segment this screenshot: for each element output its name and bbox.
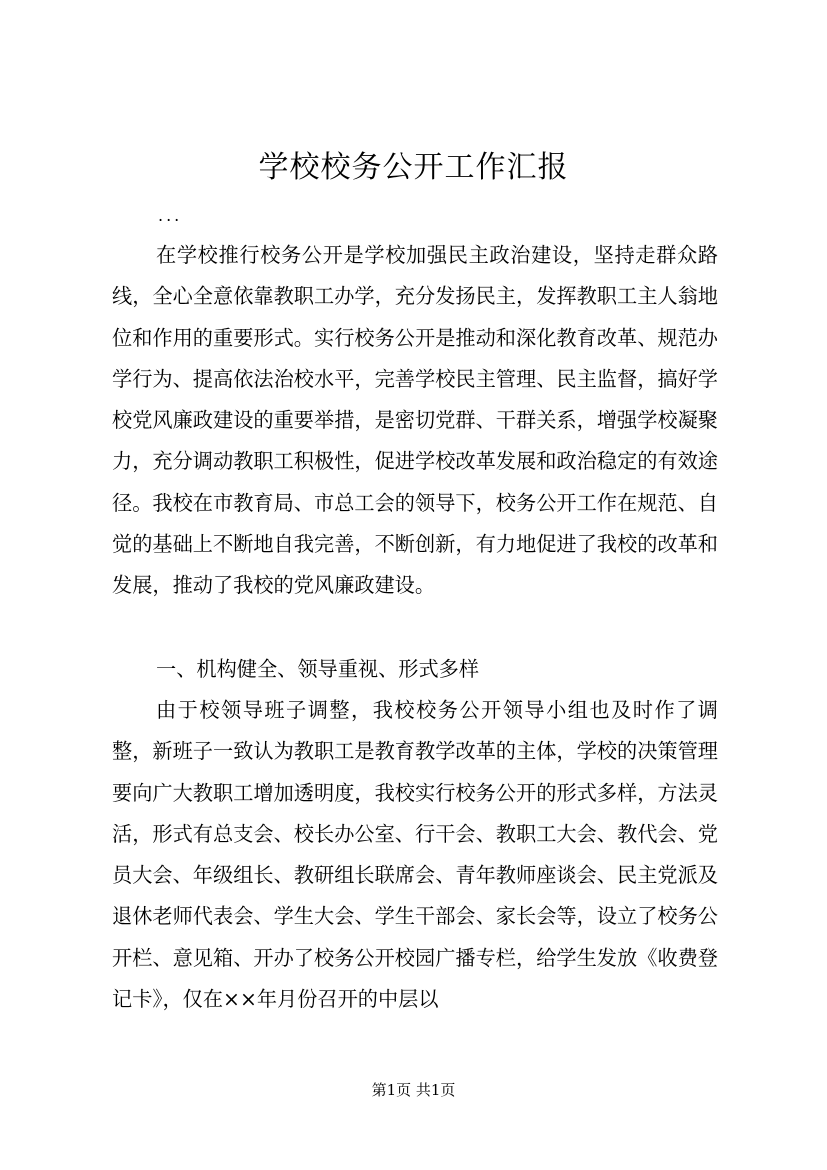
document-title: 学校校务公开工作汇报	[258, 150, 569, 185]
page-footer: 第1页 共1页	[371, 1081, 456, 1099]
body-paragraph: 由于校领导班子调整，我校校务公开领导小组也及时作了调整，新班子一致认为教职工是教育教学改革的主体，学校的决策管理要向广大教职工增加透明度，我校实行校务公开的形式多样，方法灵活，形式有总支会、校长办公室、行干会、教职工大会、教代会、党员大会、年级组长、教研组长联席会、青年教师座谈会、民主党派及退休老师代表会、学生大会、学生干部会、家长会等，设立了校务公开栏、意见箱、开办了校务公开校园广播专栏，给学生发放《收费登记卡》，仅在××年月份召开的中层以	[112, 698, 718, 1012]
ellipsis-marker: ...	[158, 206, 183, 225]
body-paragraph: 在学校推行校务公开是学校加强民主政治建设，坚持走群众路线，全心全意依靠教职工办学，充分发扬民主，发挥教职工主人翁地位和作用的重要形式。实行校务公开是推动和深化教育改革、规范办学行为、提高依法治校水平，完善学校民主管理、民主监督，搞好学校党风廉政建设的重要举措，是密切党群、干群关系，增强学校凝聚力，充分调动教职工积极性，促进学校改革发展和政治稳定的有效途径。我校在市教育局、市总工会的领导下，校务公开工作在规范、自觉的基础上不断地自我完善，不断创新，有力地促进了我校的改革和发展，推动了我校的党风廉政建设。	[112, 243, 718, 598]
section-heading: 一、机构健全、领导重视、形式多样	[156, 657, 480, 681]
